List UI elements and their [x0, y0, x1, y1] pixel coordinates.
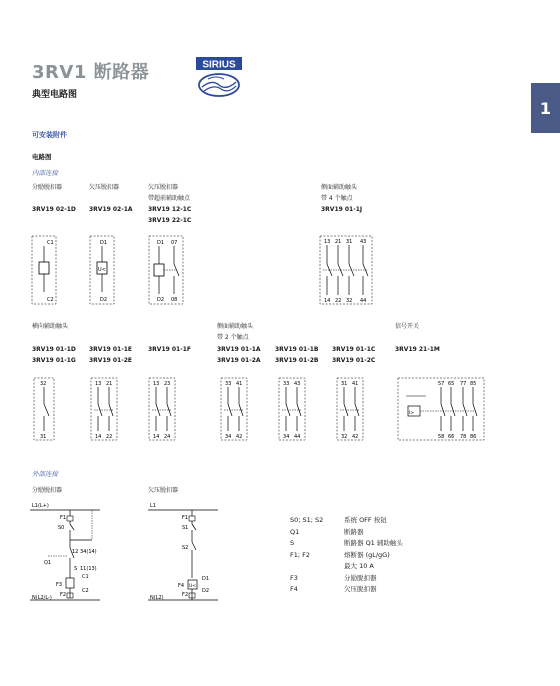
row2-label-4: 侧面辅助触头	[217, 323, 254, 330]
diagram-transverse-aux-3	[147, 376, 179, 442]
terminal-label: C2	[47, 297, 54, 303]
page-title: 3RV1 断路器	[32, 62, 150, 83]
wire-label: L1(L+)	[32, 503, 49, 509]
terminal-label: 23	[164, 381, 171, 387]
terminal-label: 65	[448, 381, 455, 387]
page-subtitle: 典型电路图	[32, 90, 78, 100]
diagram-transverse-aux-1	[32, 376, 58, 442]
terminal-label: 22	[335, 298, 342, 304]
wire-label: F4	[178, 583, 185, 589]
sirius-logo	[196, 57, 242, 99]
row1-label-4b: 带 4 个触点	[321, 195, 353, 202]
terminal-label: 33	[225, 381, 232, 387]
svg-text:U<: U<	[98, 267, 106, 273]
row2-label-7: 信号开关	[395, 323, 420, 330]
wire-label: Q1	[44, 560, 52, 566]
row2-label-4b: 带 2 个触点	[217, 334, 249, 341]
terminal-label: 43	[294, 381, 301, 387]
row1-code-2: 3RV19 02-1A	[89, 206, 133, 213]
svg-text:I>: I>	[409, 411, 415, 416]
wire-label: S0	[58, 525, 65, 531]
legend-row	[290, 561, 403, 573]
terminal-label: 13	[95, 381, 102, 387]
terminal-label: 32	[341, 434, 348, 440]
terminal-label: 32	[346, 298, 353, 304]
terminal-label: 34	[225, 434, 232, 440]
wire-label: N(L2)	[150, 595, 164, 601]
legend-value: 熔断器 (gL/gG)	[344, 550, 390, 559]
row2-code-4a: 3RV19 01-1A	[217, 346, 261, 353]
external-diagram-shunt	[30, 500, 110, 604]
wire-label: F1	[182, 515, 189, 521]
terminal-label: D1	[100, 240, 108, 246]
wire-label: C1	[82, 574, 89, 580]
wire-label: D2	[202, 588, 210, 594]
row1-code-1: 3RV19 02-1D	[32, 206, 76, 213]
external-label-1: 分励脱扣器	[32, 487, 63, 494]
row2-code-4b: 3RV19 01-2A	[217, 357, 261, 364]
wire-label: 34(14)	[80, 549, 97, 555]
terminal-label: 42	[352, 434, 359, 440]
terminal-label: D2	[157, 297, 165, 303]
terminal-label: 66	[448, 434, 455, 440]
wire-label: S1	[182, 525, 189, 531]
terminal-label: 07	[171, 240, 178, 246]
wire-label: D1	[202, 576, 210, 582]
terminal-label: 31	[341, 381, 348, 387]
row2-label-1: 横向辅助触头	[32, 323, 69, 330]
legend-value: 分励脱扣器	[344, 573, 377, 582]
legend-key: F1; F2	[290, 550, 311, 559]
row1-label-3: 欠压脱扣器	[148, 184, 179, 191]
legend-row	[290, 527, 403, 539]
legend-value: 欠压脱扣器	[344, 585, 377, 593]
legend-key: F4	[290, 585, 298, 593]
legend-row	[290, 538, 403, 550]
terminal-label: D1	[157, 240, 165, 246]
logo-text: SIRIUS	[202, 59, 236, 71]
wire-label: F1	[60, 515, 67, 521]
section-internal: 内部连接	[32, 169, 58, 177]
diagram-signal-switch	[396, 376, 488, 442]
terminal-label: 44	[360, 298, 367, 304]
row1-label-3b: 带超前辅助触点	[148, 195, 191, 202]
legend-key: Q1	[290, 527, 300, 536]
terminal-label: 57	[438, 381, 445, 387]
section-circuit-diagrams: 电路图	[32, 153, 52, 161]
terminal-label: D2	[100, 297, 108, 303]
legend-row	[290, 550, 403, 562]
row2-code-1b: 3RV19 01-1G	[32, 357, 76, 364]
row1-label-2: 欠压脱扣器	[89, 184, 120, 191]
diagram-undervoltage-leading	[147, 234, 187, 306]
terminal-label: 85	[470, 381, 477, 387]
terminal-label: 44	[294, 434, 301, 440]
terminal-label: 86	[470, 434, 477, 440]
terminal-label: 14	[95, 434, 102, 440]
diagram-side-aux-4	[318, 234, 376, 306]
row2-code-2a: 3RV19 01-1E	[89, 346, 132, 353]
section-accessories: 可安装附件	[32, 131, 67, 139]
terminal-label: 24	[164, 434, 171, 440]
row2-code-6b: 3RV19 01-2C	[332, 357, 376, 364]
terminal-label: 31	[346, 239, 353, 245]
row2-code-3: 3RV19 01-1F	[148, 346, 191, 353]
row2-code-6a: 3RV19 01-1C	[332, 346, 376, 353]
terminal-label: C1	[47, 240, 54, 246]
terminal-label: 58	[438, 434, 445, 440]
wire-label: 11(13)	[80, 566, 97, 572]
terminal-label: 78	[460, 434, 467, 440]
diagram-side-aux-2c	[335, 376, 367, 442]
legend-key	[290, 561, 344, 573]
terminal-label: 34	[283, 434, 290, 440]
terminal-label: 43	[360, 239, 367, 245]
terminal-label: 33	[283, 381, 290, 387]
legend-key: S	[290, 539, 295, 547]
terminal-label: 21	[335, 239, 342, 245]
chapter-tab[interactable]: 1	[531, 83, 560, 133]
wire-label: F2	[182, 592, 189, 598]
row1-label-4: 侧面辅助触头	[321, 184, 358, 191]
section-external: 外部连接	[32, 470, 58, 478]
wire-label: S	[74, 566, 78, 572]
diagram-undervoltage	[88, 234, 118, 306]
legend-row	[290, 584, 403, 596]
wire-label: S2	[182, 545, 189, 551]
legend-value: 断路器	[344, 527, 364, 536]
external-diagram-undervoltage	[148, 500, 228, 604]
wire-label: F3	[56, 582, 63, 588]
terminal-label: 21	[106, 381, 113, 387]
terminal-label: 08	[171, 297, 178, 303]
row1-code-3a: 3RV19 12-1C	[148, 206, 192, 213]
wire-label: 12	[72, 549, 79, 555]
legend	[290, 515, 403, 596]
svg-text:U<: U<	[189, 584, 197, 589]
wire-label: N(L2/L-)	[32, 595, 52, 601]
row1-code-3b: 3RV19 22-1C	[148, 217, 192, 224]
terminal-label: 14	[153, 434, 160, 440]
legend-row	[290, 573, 403, 585]
legend-value: 系统 OFF 按钮	[344, 516, 387, 524]
row2-code-5a: 3RV19 01-1B	[275, 346, 319, 353]
terminal-label: 32	[40, 381, 47, 387]
legend-row	[290, 515, 403, 527]
terminal-label: 14	[324, 298, 331, 304]
terminal-label: 22	[106, 434, 113, 440]
diagram-transverse-aux-2	[89, 376, 121, 442]
legend-key: S0; S1; S2	[290, 516, 324, 524]
wire-label: F2	[60, 592, 67, 598]
terminal-label: 42	[236, 434, 243, 440]
terminal-label: 13	[153, 381, 160, 387]
diagram-side-aux-2b	[277, 376, 309, 442]
diagram-shunt-trip	[30, 234, 60, 306]
terminal-label: 41	[352, 381, 359, 387]
external-label-2: 欠压脱扣器	[148, 487, 179, 494]
legend-value: 最大 10 A	[344, 562, 374, 570]
terminal-label: 31	[40, 434, 47, 440]
terminal-label: 41	[236, 381, 243, 387]
row2-code-2b: 3RV19 01-2E	[89, 357, 132, 364]
legend-value: 断路器 Q1 辅助触头	[344, 539, 403, 547]
row2-code-7: 3RV19 21-1M	[395, 346, 440, 353]
diagram-side-aux-2a	[219, 376, 251, 442]
row2-code-1a: 3RV19 01-1D	[32, 346, 76, 353]
wire-label: C2	[82, 588, 89, 594]
row1-code-4: 3RV19 01-1J	[321, 206, 363, 213]
row2-code-5b: 3RV19 01-2B	[275, 357, 319, 364]
terminal-label: 13	[324, 239, 331, 245]
legend-key: F3	[290, 573, 298, 582]
terminal-label: 77	[460, 381, 467, 387]
wire-label: L1	[150, 503, 156, 509]
row1-label-1: 分励脱扣器	[32, 184, 63, 191]
